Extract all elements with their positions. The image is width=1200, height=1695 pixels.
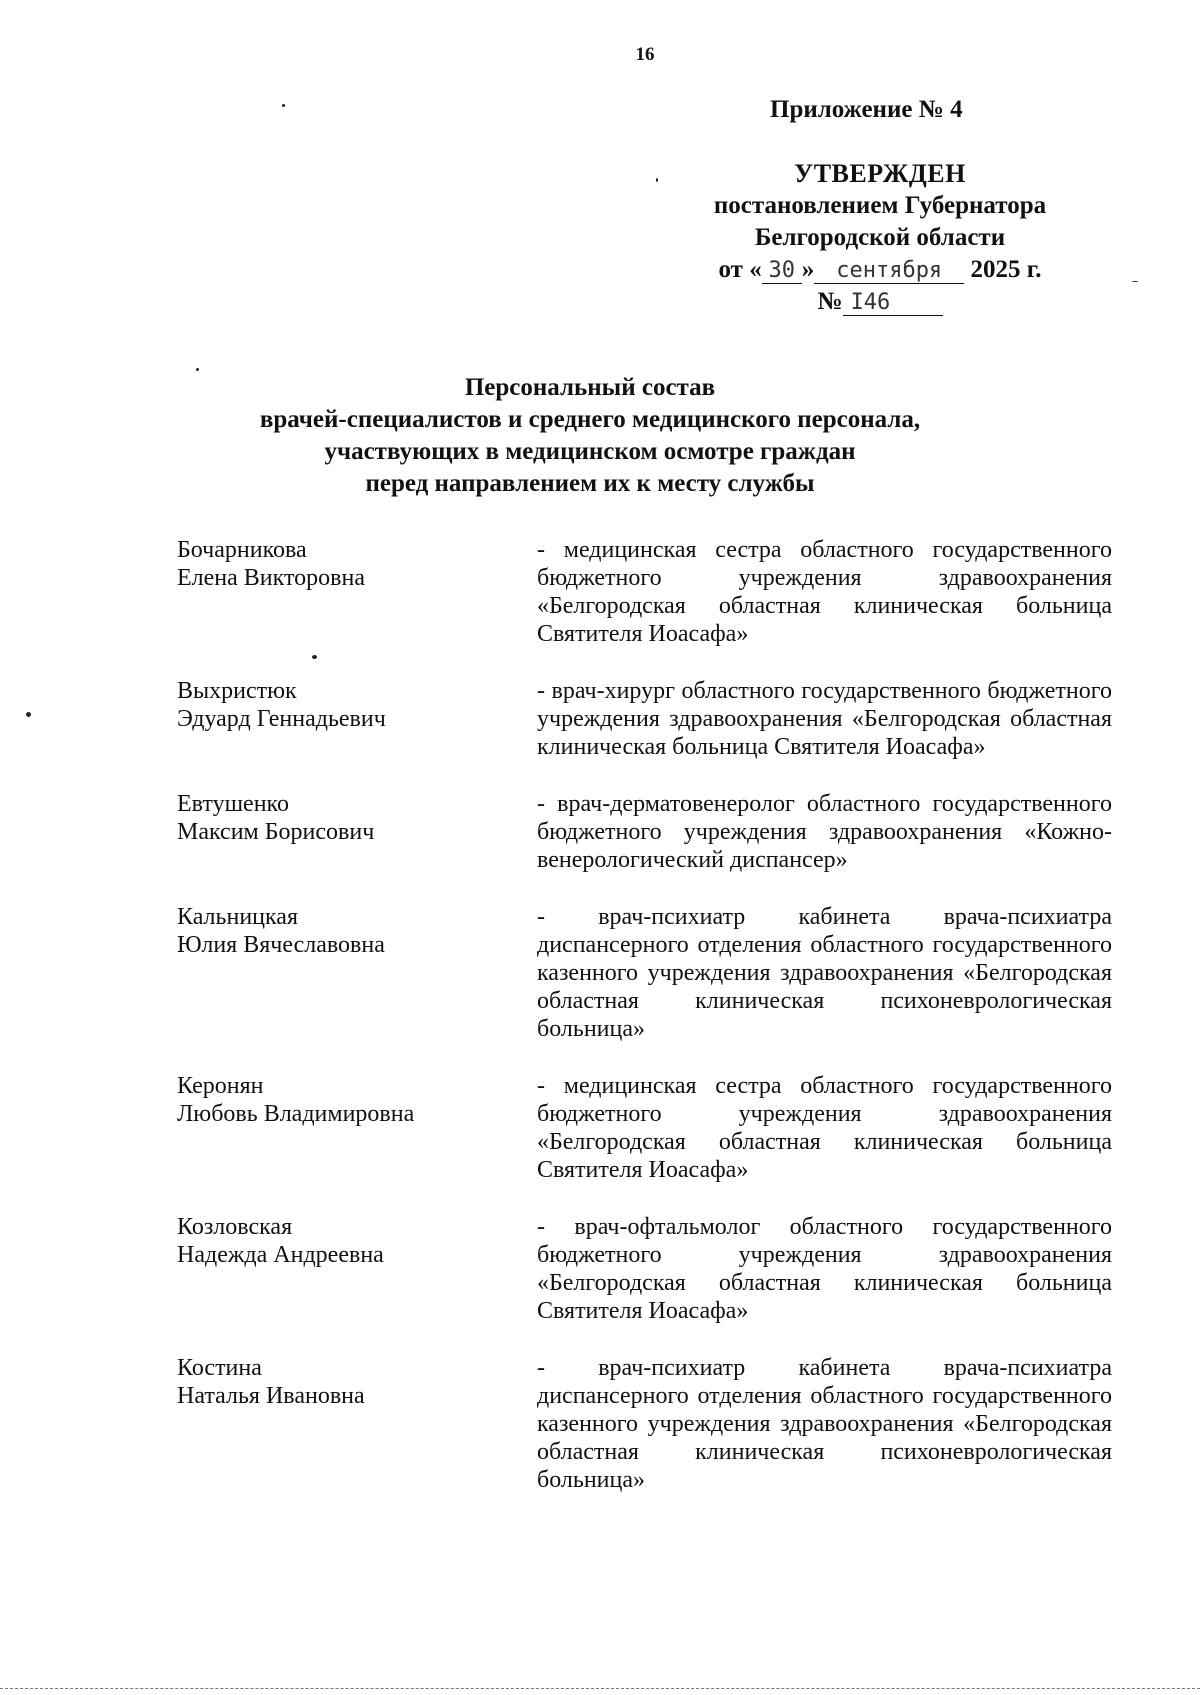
appendix-heading: Приложение № 4 <box>770 96 963 123</box>
approval-issuer: постановлением Губернатора <box>713 192 1047 219</box>
page-number: 16 <box>635 44 655 65</box>
person-role: - врач-офтальмолог областного государственного бюджетного учреждения здравоохранения «Белгородская областная клиническая больница Святителя Иоасафа» <box>537 1214 1112 1324</box>
document-title <box>0 372 1180 500</box>
number-value: I46 <box>843 291 943 316</box>
person-surname: Козловская <box>177 1214 293 1240</box>
person-role: - врач-дерматовенеролог областного государственного бюджетного учреждения здравоохранения «Кожно-венерологический диспансер» <box>537 791 1112 873</box>
person-given-name: Елена Викторовна <box>177 565 365 591</box>
person-role: - врач-психиатр кабинета врача-психиатра диспансерного отделения областного государственного казенного учреждения здравоохранения «Белгородская областная клиническая психоневрологическая больница» <box>537 904 1112 1042</box>
person-role: - медицинская сестра областного государственного бюджетного учреждения здравоохранения «Белгородская областная клиническая больница Святителя Иоасафа» <box>537 537 1112 647</box>
date-prefix: от « <box>718 256 762 283</box>
person-name <box>177 1213 537 1325</box>
scan-edge-line <box>0 1688 1200 1689</box>
person-role: - медицинская сестра областного государственного бюджетного учреждения здравоохранения «Белгородская областная клиническая больница Святителя Иоасафа» <box>537 1073 1112 1183</box>
title-line-1: Персональный состав <box>464 374 716 401</box>
person-name <box>177 536 537 648</box>
person-surname: Евтушенко <box>177 791 289 817</box>
roster-entry <box>177 790 1112 874</box>
person-surname: Керонян <box>177 1073 264 1099</box>
person-given-name: Юлия Вячеславовна <box>177 932 385 958</box>
roster-entry <box>177 677 1112 761</box>
person-role: - врач-хирург областного государственного бюджетного учреждения здравоохранения «Белгородская областная клиническая больница Святителя Иоасафа» <box>537 678 1112 760</box>
person-name <box>177 677 537 761</box>
scan-speck <box>196 368 199 371</box>
approval-date <box>660 254 1100 286</box>
roster-entry <box>177 903 1112 1043</box>
person-surname: Бочарникова <box>177 537 307 563</box>
person-given-name: Любовь Владимировна <box>177 1101 415 1127</box>
person-name <box>177 1072 537 1184</box>
roster-entry <box>177 1354 1112 1494</box>
roster-list <box>177 536 1112 1523</box>
date-year: 2025 г. <box>970 256 1042 283</box>
approval-block <box>660 158 1100 318</box>
date-month: сентября <box>814 259 964 284</box>
person-given-name: Максим Борисович <box>177 819 375 845</box>
title-line-3: участвующих в медицинском осмотре граждан <box>324 438 856 465</box>
person-role: - врач-психиатр кабинета врача-психиатра диспансерного отделения областного государственного казенного учреждения здравоохранения «Белгородская областная клиническая психоневрологическая больница» <box>537 1355 1112 1493</box>
roster-entry <box>177 536 1112 648</box>
person-given-name: Надежда Андреевна <box>177 1242 384 1268</box>
number-prefix: № <box>817 288 843 315</box>
date-day: 30 <box>762 259 802 284</box>
scan-speck <box>1132 281 1138 282</box>
title-line-2: врачей-специалистов и среднего медицинского персонала, <box>259 406 921 433</box>
approval-number <box>660 286 1100 318</box>
scan-speck <box>312 655 317 659</box>
person-given-name: Наталья Ивановна <box>177 1383 365 1409</box>
person-name <box>177 790 537 874</box>
scan-speck <box>282 104 285 107</box>
date-quote-close: » <box>801 256 815 283</box>
person-name <box>177 1354 537 1494</box>
title-line-4: перед направлением их к месту службы <box>365 470 815 497</box>
scan-speck <box>656 178 658 182</box>
approval-region: Белгородской области <box>754 224 1006 251</box>
person-given-name: Эдуард Геннадьевич <box>177 706 386 732</box>
person-surname: Кальницкая <box>177 904 298 930</box>
person-surname: Выхристюк <box>177 678 297 704</box>
roster-entry <box>177 1213 1112 1325</box>
person-surname: Костина <box>177 1355 262 1381</box>
person-name <box>177 903 537 1043</box>
roster-entry <box>177 1072 1112 1184</box>
scan-speck <box>26 712 31 717</box>
approval-stamp-text: УТВЕРЖДЕН <box>794 159 966 188</box>
